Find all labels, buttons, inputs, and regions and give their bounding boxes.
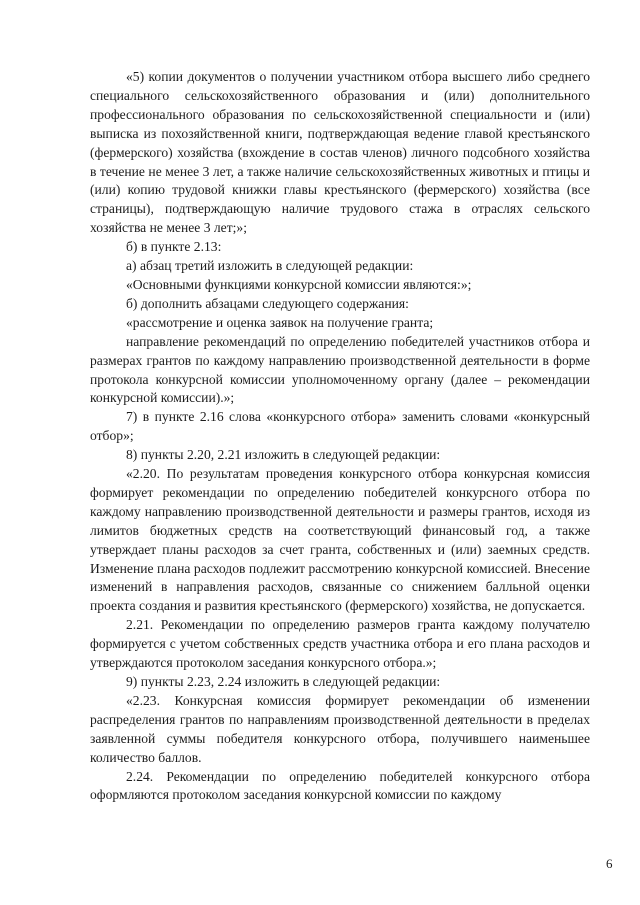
paragraph: а) абзац третий изложить в следующей редакции: [126, 258, 414, 274]
paragraph: направление рекомендаций по определению победителей участников отбора и размерах грантов по каждому направлению производственной деятельности в форме протокола конкурсной комиссии уполномоченному органу (далее – рекомендации конкурсной комиссии).»; [90, 333, 590, 406]
paragraph: 8) пункты 2.20, 2.21 изложить в следующей редакции: [126, 447, 441, 463]
paragraph: 2.24. Рекомендации по определению победителей конкурсного отбора оформляются протоколом заседания конкурсной комиссии по каждому [90, 768, 590, 803]
paragraph: 2.21. Рекомендации по определению размеров гранта каждому получателю формируется с учетом собственных средств участника отбора и его плана расходов и утверждаются протоколом заседания конкурсного отбора.»; [90, 617, 590, 671]
paragraph: «2.23. Конкурсная комиссия формирует рекомендации об изменении распределения грантов по направлениям производственной деятельности в пределах заявленной суммы победителя конкурсного отбора, получившего наименьшее количество баллов. [90, 692, 590, 765]
paragraph: «Основными функциями конкурсной комиссии являются:»; [126, 276, 472, 292]
paragraph: «2.20. По результатам проведения конкурсного отбора конкурсная комиссия формирует рекомендации по определению победителей конкурсного отбора по каждому направлению производственной деятельности и размеры грантов, исходя из лимитов бюджетных средств на соответствующий финансовый год, а также утверждает планы расходов за счет гранта, собственных и (или) заемных средств. Изменение плана расходов подлежит рассмотрению конкурсной комиссией. Внесение изменений в направления расходов, связанные со снижением балльной оценки проекта создания и развития крестьянского (фермерского) хозяйства, не допускается. [90, 466, 590, 614]
paragraph: «рассмотрение и оценка заявок на получение гранта; [126, 314, 434, 330]
paragraph: б) в пункте 2.13: [126, 239, 222, 255]
page-number: 6 [606, 856, 613, 871]
paragraph: «5) копии документов о получении участником отбора высшего либо среднего специального сельскохозяйственного образования и (или) дополнительного профессионального образования по сельскохозяйственной специальности и (или) выписка из похозяйственной книги, подтверждающая ведение главой крестьянского (фермерского) хозяйства (вхождение в состав членов) личного подсобного хозяйства в течение не менее 3 лет, а также наличие сельскохозяйственных животных и птицы и (или) копию трудовой книжки главы крестьянского (фермерского) хозяйства (все страницы), подтверждающую наличие трудового стажа в отраслях сельского хозяйства не менее 3 лет;»; [90, 69, 590, 236]
document-body [90, 68, 590, 805]
paragraph: б) дополнить абзацами следующего содержания: [126, 295, 409, 311]
paragraph: 7) в пункте 2.16 слова «конкурсного отбора» заменить словами «конкурсный отбор»; [90, 409, 590, 444]
paragraph: 9) пункты 2.23, 2.24 изложить в следующей редакции: [126, 674, 441, 689]
